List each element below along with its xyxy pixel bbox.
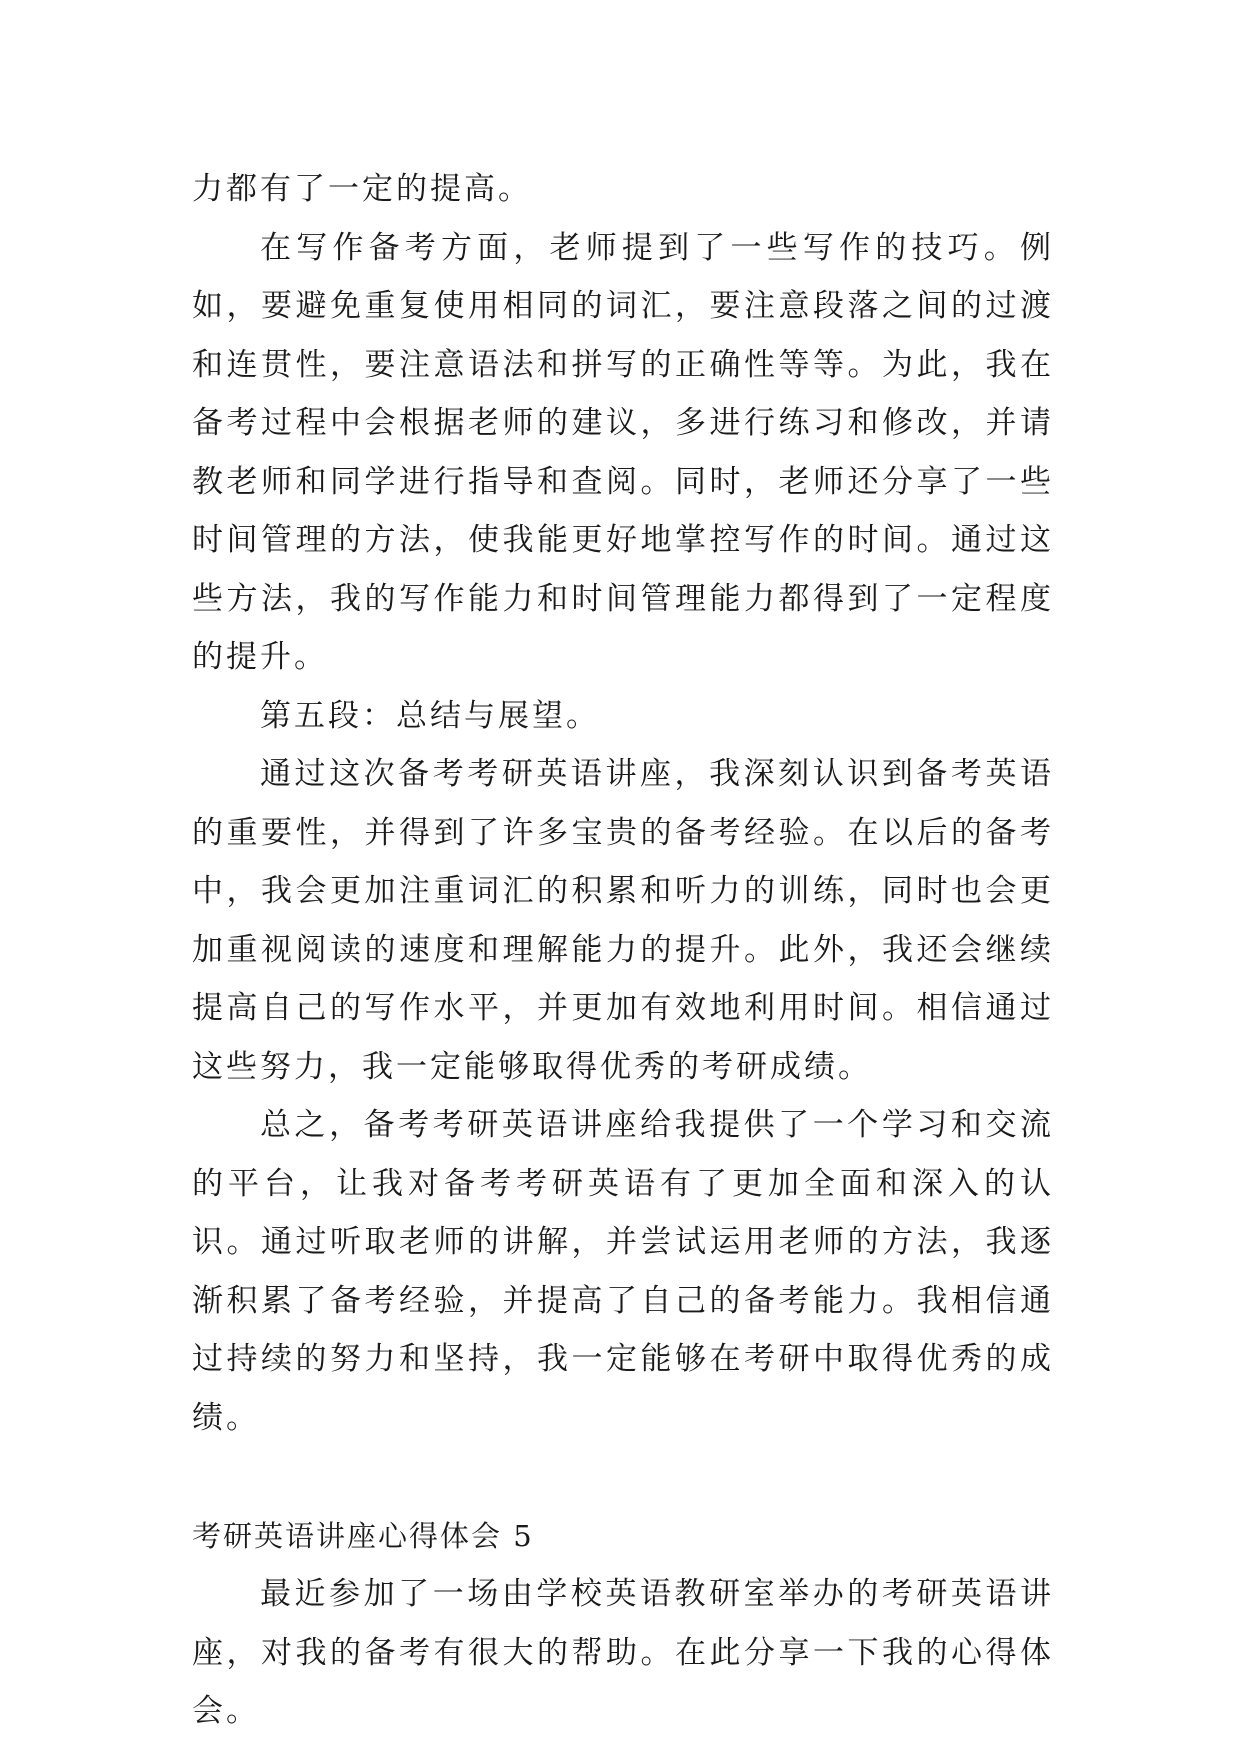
section-spacer bbox=[192, 1447, 1054, 1507]
paragraph-intro: 最近参加了一场由学校英语教研室举办的考研英语讲座，对我的备考有很大的帮助。在此分享一下我的心得体会。 bbox=[192, 1576, 1054, 1729]
section-heading: 考研英语讲座心得体会 5 bbox=[192, 1519, 534, 1553]
paragraph-conclusion: 总之，备考考研英语讲座给我提供了一个学习和交流的平台，让我对备考考研英语有了更加全面和深入的认识。通过听取老师的讲解，并尝试运用老师的方法，我逐渐积累了备考经验，并提高了自己的备考能力。我相信通过持续的努力和坚持，我一定能够在考研中取得优秀的成绩。 bbox=[192, 1107, 1054, 1436]
paragraph-continuation: 力都有了一定的提高。 bbox=[192, 171, 532, 207]
paragraph-summary: 通过这次备考考研英语讲座，我深刻认识到备考英语的重要性，并得到了许多宝贵的备考经验。在以后的备考中，我会更加注重词汇的积累和听力的训练，同时也会更加重视阅读的速度和理解能力的提升。此外，我还会继续提高自己的写作水平，并更加有效地利用时间。相信通过这些努力，我一定能够取得优秀的考研成绩。 bbox=[192, 756, 1054, 1085]
paragraph-writing-prep: 在写作备考方面，老师提到了一些写作的技巧。例如，要避免重复使用相同的词汇，要注意段落之间的过渡和连贯性，要注意语法和拼写的正确性等等。为此，我在备考过程中会根据老师的建议，多进行练习和修改，并请教老师和同学进行指导和查阅。同时，老师还分享了一些时间管理的方法，使我能更好地掌控写作的时间。通过这些方法，我的写作能力和时间管理能力都得到了一定程度的提升。 bbox=[192, 229, 1054, 675]
document-body bbox=[192, 160, 1054, 1741]
paragraph-section-five-title: 第五段：总结与展望。 bbox=[260, 697, 600, 734]
